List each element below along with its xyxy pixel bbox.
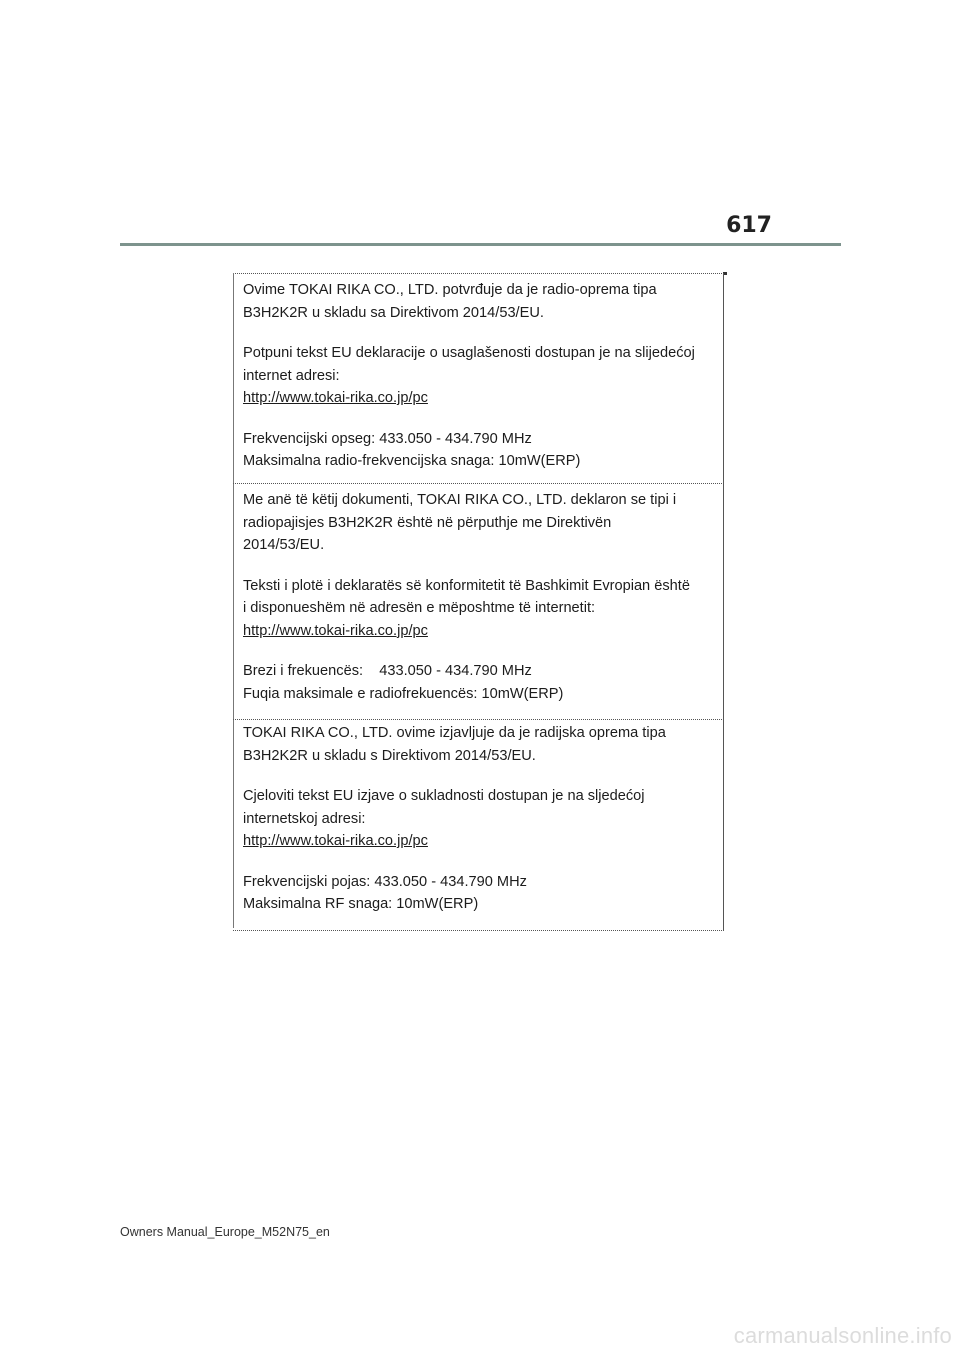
declaration-section-3 [243, 722, 713, 916]
declaration-line: internet adresi: [243, 367, 340, 384]
declaration-line: Me anë të këtij dokumenti, TOKAI RIKA CO., LTD. deklaron se tipi i [243, 492, 677, 508]
box-top-edge [233, 273, 722, 274]
frequency-range: Frekvencijski opseg: 433.050 - 434.790 MHz [243, 430, 532, 447]
manual-footer: Owners Manual_Europe_M52N75_en [120, 1225, 330, 1239]
declaration-line: Potpuni tekst EU deklaracije o usaglašenosti dostupan je na slijedećoj [243, 345, 695, 361]
declaration-line: B3H2K2R u skladu s Direktivom 2014/53/EU. [243, 747, 536, 764]
max-power: Maksimalna radio-frekvencijska snaga: 10mW(ERP) [243, 453, 581, 469]
declaration-line: internetskoj adresi: [243, 810, 366, 827]
declaration-line: Cjeloviti tekst EU izjave o sukladnosti dostupan je na sljedećoj [243, 788, 645, 804]
declaration-section-2 [243, 489, 713, 705]
declaration-line: Ovime TOKAI RIKA CO., LTD. potvrđuje da je radio-oprema tipa [243, 282, 657, 298]
header-rule [120, 243, 841, 246]
section-divider [233, 719, 724, 720]
box-bottom-edge [233, 930, 724, 931]
watermark: carmanualsonline.info [733, 1323, 952, 1348]
declaration-url-link[interactable]: http://www.tokai-rika.co.jp/pc [243, 622, 428, 639]
declaration-line: i disponueshëm në adresën e mëposhtme të internetit: [243, 600, 596, 616]
box-left-edge [233, 273, 234, 928]
max-power: Maksimalna RF snaga: 10mW(ERP) [243, 896, 479, 912]
declaration-url-link[interactable]: http://www.tokai-rika.co.jp/pc [243, 390, 428, 406]
declaration-line: Teksti i plotë i deklaratës së konformitetit të Bashkimit Evropian është [243, 577, 690, 594]
box-right-edge [723, 273, 724, 931]
declaration-line: B3H2K2R u skladu sa Direktivom 2014/53/EU. [243, 304, 544, 321]
declaration-line: radiopajisjes B3H2K2R është në përputhje me Direktivën [243, 514, 612, 531]
frequency-range: Brezi i frekuencës: 433.050 - 434.790 MHz [243, 663, 532, 679]
declaration-url-link[interactable]: http://www.tokai-rika.co.jp/pc [243, 833, 428, 849]
declaration-box [233, 273, 724, 931]
max-power: Fuqia maksimale e radiofrekuencës: 10mW(ERP) [243, 685, 564, 702]
section-divider [233, 483, 724, 484]
declaration-line: 2014/53/EU. [243, 537, 325, 553]
frequency-range: Frekvencijski pojas: 433.050 - 434.790 MHz [243, 873, 527, 890]
page-number: 617 [726, 213, 772, 238]
declaration-section-1 [243, 279, 713, 473]
declaration-line: TOKAI RIKA CO., LTD. ovime izjavljuje da je radijska oprema tipa [243, 725, 666, 741]
